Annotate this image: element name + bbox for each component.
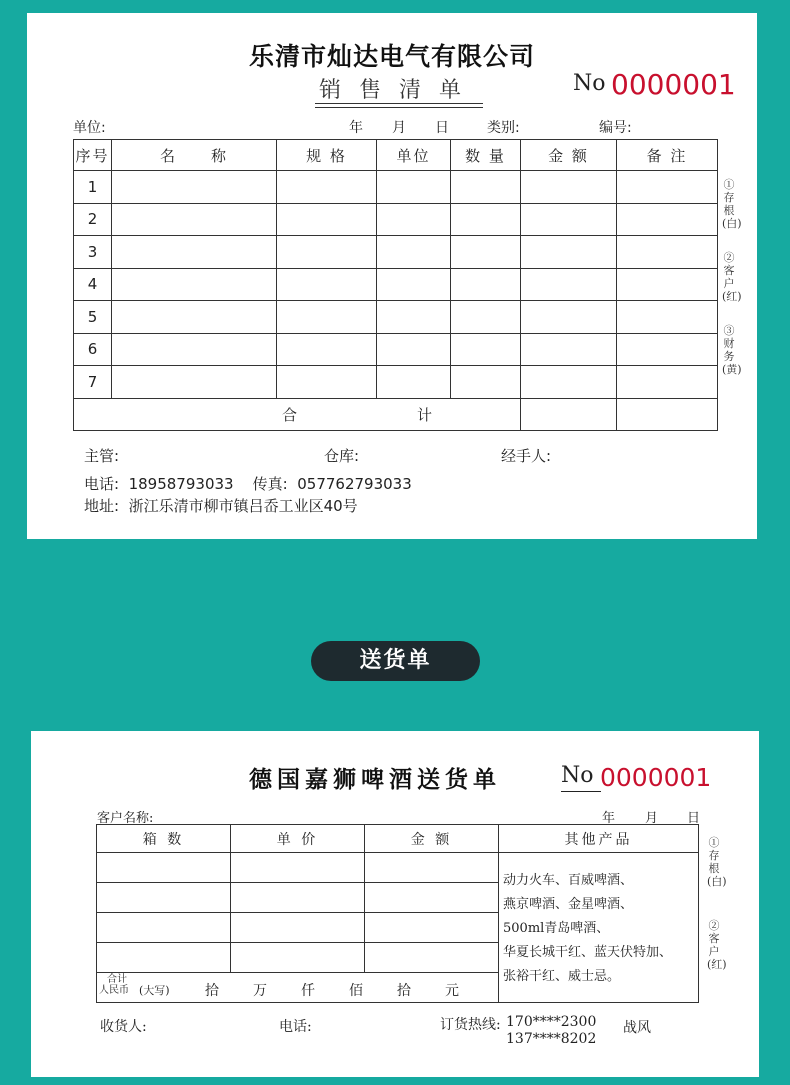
cell[interactable] [97, 913, 231, 943]
phone-label: 电话: [279, 1019, 312, 1035]
meta-day: 日 [687, 811, 701, 826]
serial-no-label: No [561, 763, 594, 788]
cell[interactable] [377, 236, 451, 269]
cell[interactable] [97, 853, 231, 883]
cell[interactable] [521, 203, 617, 236]
total-row [74, 398, 718, 431]
product-line: 燕京啤酒、金星啤酒、 [503, 897, 634, 912]
col-header: 单位 [377, 140, 451, 171]
cell[interactable] [617, 333, 718, 366]
table-row [74, 171, 718, 204]
cell[interactable] [617, 301, 718, 334]
serial-no-value: 0000001 [611, 68, 736, 101]
cell[interactable] [365, 883, 499, 913]
delivery-title: 德国嘉狮啤酒送货单 [249, 766, 501, 793]
cell[interactable] [617, 366, 718, 399]
other-products-list [503, 869, 703, 989]
cell[interactable] [377, 333, 451, 366]
side-note-copy-2: ②客户(红) [707, 919, 727, 971]
unit-yuan: 元 [445, 983, 459, 999]
uppercase-hint: (大写) [139, 984, 170, 997]
cell[interactable] [277, 171, 377, 204]
cell[interactable] [521, 333, 617, 366]
table-row [74, 203, 718, 236]
handler-label: 经手人: [501, 447, 552, 465]
cell[interactable] [365, 913, 499, 943]
table-row [74, 366, 718, 399]
cell[interactable] [451, 236, 521, 269]
subtitle-underline [315, 103, 483, 104]
table-row [74, 268, 718, 301]
receiver-label: 收货人: [100, 1019, 147, 1035]
total-note-cell[interactable] [617, 398, 718, 431]
company-name: 乐清市灿达电气有限公司 [248, 42, 535, 71]
side-note-copy-1: ①存根(白) [707, 836, 727, 888]
cell[interactable] [112, 301, 277, 334]
row-number: 4 [74, 268, 112, 301]
unit-shi-2: 拾 [397, 983, 411, 999]
total-label-1: 合 [281, 405, 297, 424]
cell[interactable] [231, 853, 365, 883]
cell[interactable] [617, 203, 718, 236]
cell[interactable] [277, 203, 377, 236]
cell[interactable] [617, 236, 718, 269]
product-line: 500ml青岛啤酒、 [503, 921, 610, 936]
col-header: 金 额 [521, 140, 617, 171]
cell[interactable] [377, 301, 451, 334]
form-subtitle: 销售清单 [319, 78, 480, 103]
row-number: 3 [74, 236, 112, 269]
cell[interactable] [521, 268, 617, 301]
cell[interactable] [365, 853, 499, 883]
delivery-note-form [31, 731, 759, 1077]
cell[interactable] [231, 913, 365, 943]
side-note-copy-3: ③财务(黄) [722, 324, 742, 376]
phone-fax-line: 电话: 18958793033 传真: 057762793033 [84, 475, 412, 493]
table-header-row [97, 825, 699, 853]
cell[interactable] [231, 883, 365, 913]
cell[interactable] [112, 171, 277, 204]
hotline-number-2: 137****8202 [506, 1031, 597, 1047]
subtitle-underline-2 [315, 107, 483, 108]
table-header-row [74, 140, 718, 171]
row-number: 2 [74, 203, 112, 236]
meta-year: 年 [349, 120, 363, 136]
cell[interactable] [451, 171, 521, 204]
col-header: 箱 数 [97, 825, 231, 853]
warehouse-label: 仓库: [324, 447, 360, 465]
sales-table [73, 139, 718, 431]
col-header: 名 称 [112, 140, 277, 171]
col-header: 备 注 [617, 140, 718, 171]
cell[interactable] [97, 883, 231, 913]
cell[interactable] [377, 171, 451, 204]
total-label-2: 计 [417, 405, 433, 424]
customer-label: 客户名称: [97, 811, 154, 826]
row-number: 5 [74, 301, 112, 334]
unit-shi: 拾 [205, 983, 219, 999]
col-header: 金 额 [365, 825, 499, 853]
table-row [74, 236, 718, 269]
total-amount-cell[interactable] [521, 398, 617, 431]
row-number: 1 [74, 171, 112, 204]
unit-wan: 万 [253, 983, 267, 999]
cell[interactable] [112, 236, 277, 269]
col-header: 其他产品 [499, 825, 699, 853]
cell[interactable] [377, 268, 451, 301]
cell[interactable] [277, 236, 377, 269]
hotline-label: 订货热线: [440, 1017, 501, 1033]
unit-qian: 仟 [301, 983, 315, 999]
cell[interactable] [617, 268, 718, 301]
cell[interactable] [277, 268, 377, 301]
meta-month: 月 [645, 811, 659, 826]
serial-no-value: 0000001 [600, 763, 712, 792]
supervisor-label: 主管: [84, 447, 120, 465]
row-number: 7 [74, 366, 112, 399]
cell[interactable] [451, 366, 521, 399]
meta-number: 编号: [599, 120, 632, 136]
col-header: 序号 [74, 140, 112, 171]
total-label-2: 人民币 [99, 985, 129, 996]
serial-no-label: No [573, 71, 606, 96]
sales-list-form [27, 13, 757, 539]
cell[interactable] [97, 943, 231, 973]
signature: 战风 [623, 1020, 651, 1036]
meta-category: 类别: [487, 120, 520, 136]
col-header: 数 量 [451, 140, 521, 171]
total-label [74, 398, 521, 431]
cell[interactable] [521, 171, 617, 204]
cell[interactable] [377, 203, 451, 236]
cell[interactable] [112, 268, 277, 301]
product-line: 动力火车、百威啤酒、 [503, 873, 634, 888]
product-line: 张裕干红、威士忌。 [503, 969, 621, 984]
cell[interactable] [277, 301, 377, 334]
meta-day: 日 [435, 120, 449, 136]
cell[interactable] [451, 268, 521, 301]
table-row [74, 301, 718, 334]
cell[interactable] [365, 943, 499, 973]
table-row [74, 333, 718, 366]
cell[interactable] [451, 301, 521, 334]
cell[interactable] [521, 301, 617, 334]
cell[interactable] [617, 171, 718, 204]
address-line: 地址: 浙江乐清市柳市镇吕岙工业区40号 [84, 497, 358, 515]
side-note-copy-1: ①存根(白) [722, 178, 742, 230]
row-number: 6 [74, 333, 112, 366]
total-label-1: 合计 [107, 974, 127, 985]
cell[interactable] [521, 236, 617, 269]
cell[interactable] [377, 366, 451, 399]
meta-year: 年 [602, 811, 616, 826]
meta-month: 月 [392, 120, 406, 136]
serial-no-underline [561, 791, 601, 792]
cell[interactable] [451, 333, 521, 366]
unit-bai: 佰 [349, 983, 363, 999]
cell[interactable] [112, 333, 277, 366]
hotline-number-1: 170****2300 [506, 1014, 597, 1030]
side-note-copy-2: ②客户(红) [722, 251, 742, 303]
cell[interactable] [112, 203, 277, 236]
col-header: 单 价 [231, 825, 365, 853]
section-banner: 送货单 [311, 641, 480, 681]
col-header: 规 格 [277, 140, 377, 171]
cell[interactable] [231, 943, 365, 973]
product-line: 华夏长城干红、蓝天伏特加、 [503, 945, 673, 960]
cell[interactable] [521, 366, 617, 399]
cell[interactable] [112, 366, 277, 399]
cell[interactable] [451, 203, 521, 236]
cell[interactable] [277, 366, 377, 399]
cell[interactable] [277, 333, 377, 366]
total-label [99, 974, 129, 996]
meta-unit: 单位: [73, 120, 106, 136]
